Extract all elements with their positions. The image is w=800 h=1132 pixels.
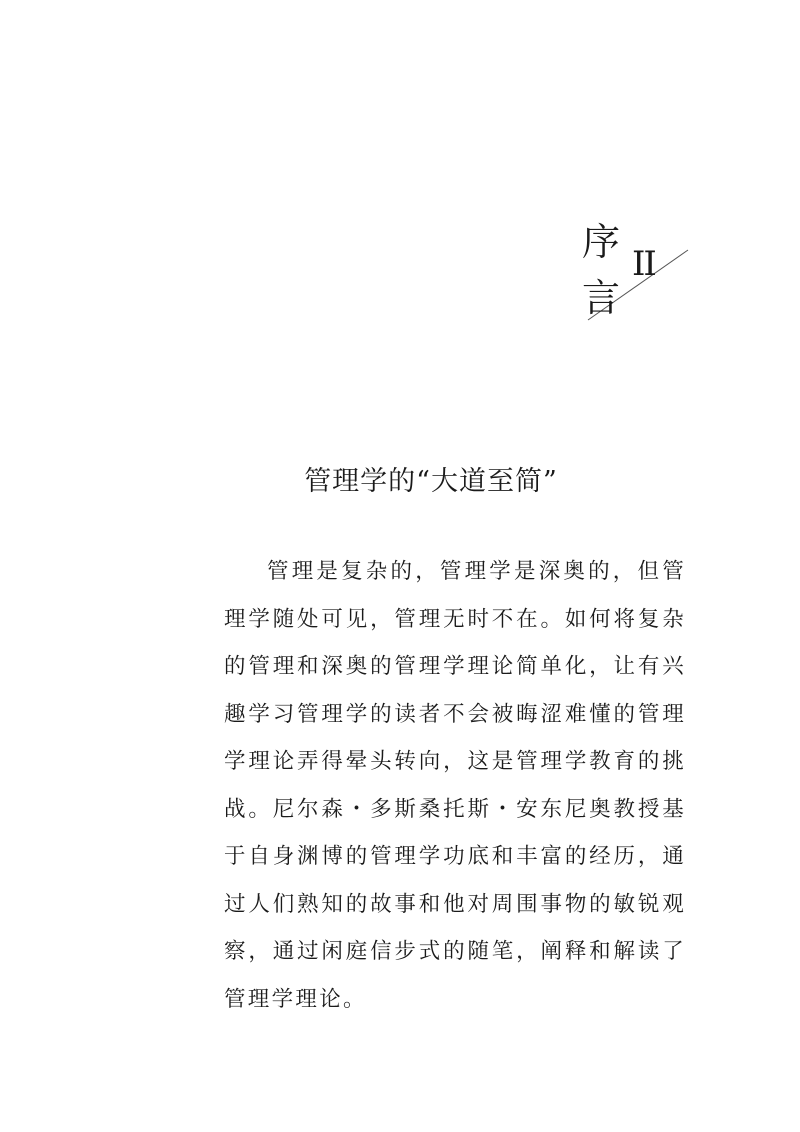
heading-char-yan: 言 [582,276,621,320]
heading-roman-numeral: II [632,244,655,284]
section-heading [560,210,710,340]
body-paragraph: 管理是复杂的，管理学是深奥的，但管理学随处可见，管理无时不在。如何将复杂的管理和深奥的管理学理论简单化，让有兴趣学习管理学的读者不会被晦涩难懂的管理学理论弄得晕头转向，这是管理学教育的挑战。尼尔森・多斯桑托斯・安东尼奥教授基于自身渊博的管理学功底和丰富的经历，通过人们熟知的故事和他对周围事物的敏锐观察，通过闲庭信步式的随笔，阐释和解读了管理学理论。 [224,559,686,1012]
essay-title: 管理学的“大道至简” [304,466,558,497]
heading-char-xu: 序 [582,220,621,264]
